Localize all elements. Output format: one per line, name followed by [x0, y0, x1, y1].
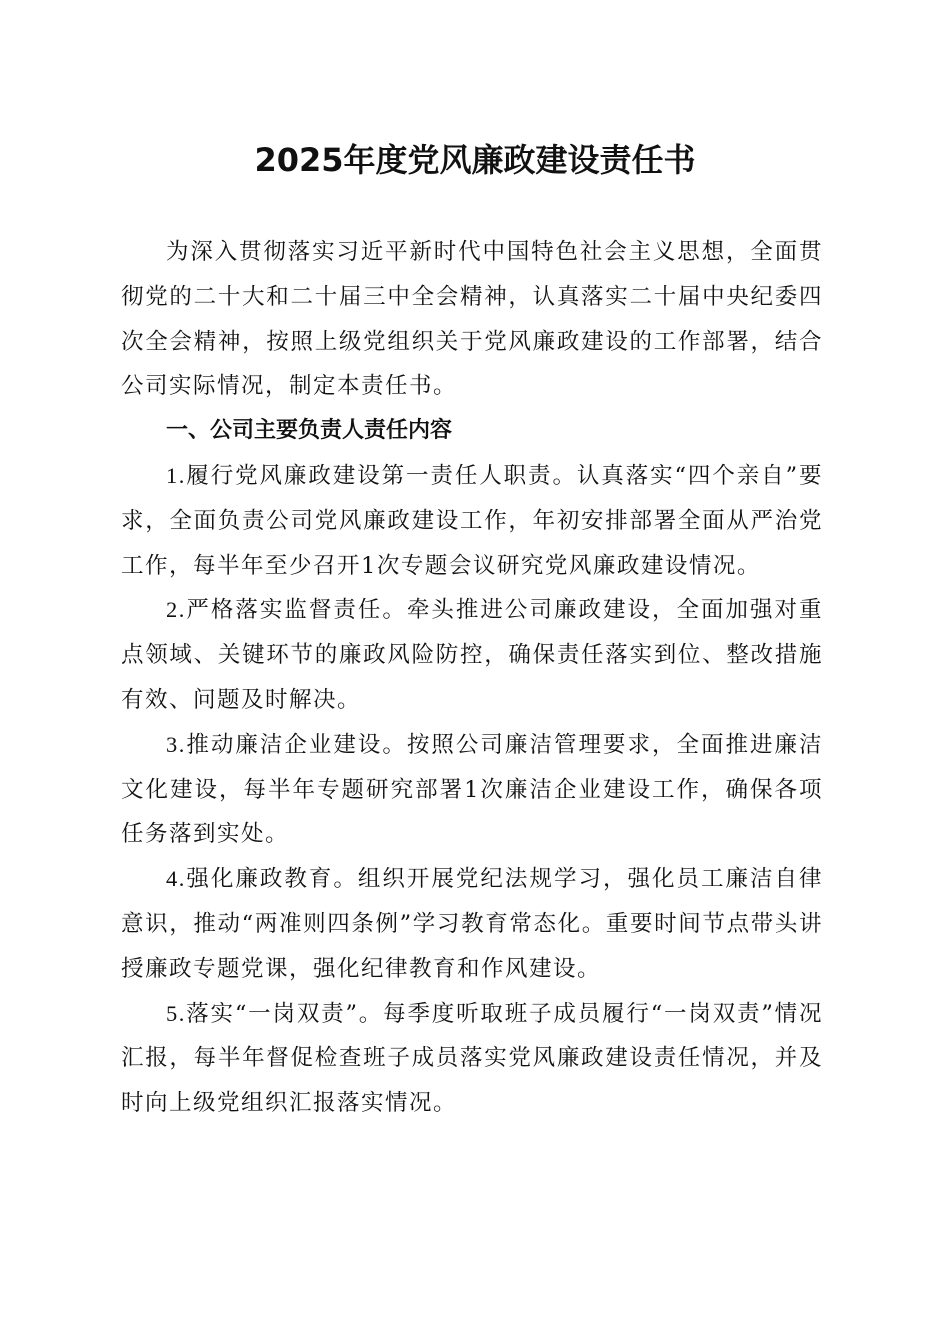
list-item	[121, 857, 823, 991]
item-number: 3.	[166, 731, 186, 757]
document-title: 2025年度党风廉政建设责任书	[254, 141, 696, 179]
item-number: 2.	[166, 597, 186, 623]
section-heading: 一、公司主要负责人责任内容	[166, 418, 453, 444]
item-number: 5.	[166, 1000, 186, 1026]
item-text: 推动廉洁企业建设。按照公司廉洁管理要求，全面推进廉洁文化建设，每半年专题研究部署1次廉洁企业建设工作，确保各项任务落到实处。	[121, 731, 823, 848]
list-item	[121, 588, 823, 722]
item-number: 1.	[166, 462, 186, 488]
item-text: 严格落实监督责任。牵头推进公司廉政建设，全面加强对重点领域、关键环节的廉政风险防控，确保责任落实到位、整改措施有效、问题及时解决。	[121, 597, 823, 713]
item-text: 履行党风廉政建设第一责任人职责。认真落实“四个亲自”要求，全面负责公司党风廉政建设工作，年初安排部署全面从严治党工作，每半年至少召开1次专题会议研究党风廉政建设情况。	[121, 462, 823, 579]
item-text: 落实“一岗双责”。每季度听取班子成员履行“一岗双责”情况汇报，每半年督促检查班子成员落实党风廉政建设责任情况，并及时向上级党组织汇报落实情况。	[121, 1000, 823, 1117]
item-number: 4.	[166, 866, 186, 892]
intro-paragraph: 为深入贯彻落实习近平新时代中国特色社会主义思想，全面贯彻党的二十大和二十届三中全会精神，认真落实二十届中央纪委四次全会精神，按照上级党组织关于党风廉政建设的工作部署，结合公司实际情况，制定本责任书。	[121, 239, 823, 400]
list-item	[121, 454, 823, 588]
list-item	[121, 992, 823, 1126]
document-body	[121, 230, 823, 1126]
list-item	[121, 723, 823, 857]
item-text: 强化廉政教育。组织开展党纪法规学习，强化员工廉洁自律意识，推动“两准则四条例”学习教育常态化。重要时间节点带头讲授廉政专题党课，强化纪律教育和作风建设。	[121, 866, 823, 982]
